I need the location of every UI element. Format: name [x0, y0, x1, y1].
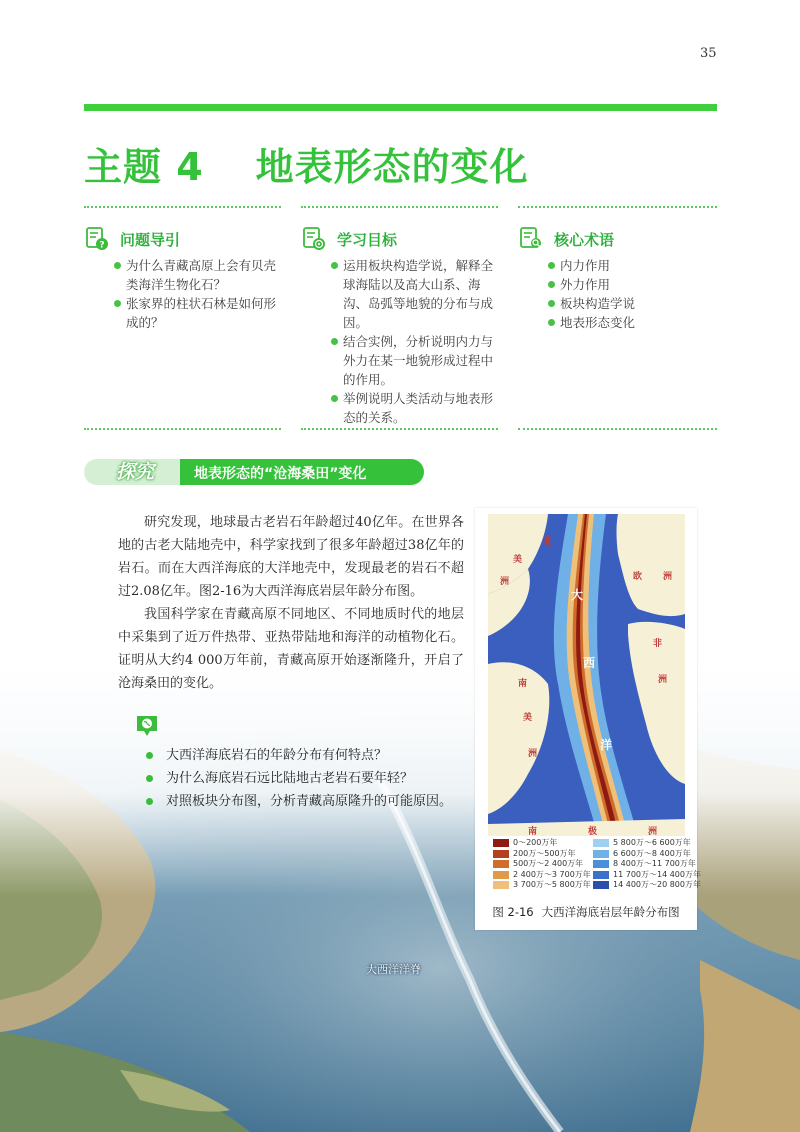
map-label: 洲: [528, 749, 538, 759]
list-item: 对照板块分布图，分析青藏高原隆升的可能原因。: [146, 790, 452, 813]
theme-title: 地表形态的变化: [255, 145, 529, 189]
list-item: 为什么青藏高原上会有贝壳类海洋生物化石？: [112, 256, 284, 294]
question-list: [112, 256, 284, 332]
legend-swatch: [593, 850, 609, 858]
column-core-terms: [518, 226, 718, 332]
divider: [518, 428, 717, 430]
legend-label: 3 700万～5 800万年: [513, 880, 591, 889]
figure-title: 大西洋海底岩层年龄分布图: [541, 905, 680, 919]
legend-swatch: [593, 839, 609, 847]
map-label: 洲: [658, 675, 668, 685]
column-learning-goals: [301, 226, 501, 427]
explore-label: 探究: [116, 461, 155, 483]
list-item: 举例说明人类活动与地表形态的关系。: [329, 389, 501, 427]
legend-label: 14 400万～20 800万年: [613, 880, 701, 889]
map-label: 大: [571, 588, 584, 602]
map-label: 南: [528, 827, 538, 837]
divider: [518, 206, 717, 208]
theme-number: 主题 4: [84, 145, 204, 189]
list-item: 内力作用: [546, 256, 718, 275]
legend-swatch: [593, 881, 609, 889]
legend-label: 11 700万～14 400万年: [613, 869, 701, 879]
map-label: 极: [588, 827, 598, 837]
svg-text:?: ?: [99, 240, 105, 251]
question-document-icon: [84, 226, 110, 252]
column-title: 核心术语: [554, 230, 615, 249]
list-item: 大西洋海底岩石的年龄分布有何特点？: [146, 744, 452, 767]
paragraph: 我国科学家在青藏高原不同地区、不同地质时代的地层中采集到了近万件热带、亚热带陆地和海洋的动植物化石。证明从大约4 000万年前，青藏高原开始逐渐隆升，开启了沧海桑田的变化。: [118, 607, 464, 691]
map-label: 美: [513, 555, 523, 565]
map-label: 美: [523, 713, 533, 723]
page-number: 35: [700, 46, 717, 61]
legend-label: 0～200万年: [513, 838, 558, 847]
legend-swatch: [593, 871, 609, 879]
explore-title: 地表形态的“沧海桑田”变化: [194, 466, 367, 482]
header-bar: [84, 104, 717, 111]
legend-swatch: [593, 860, 609, 868]
map-label: 非: [653, 639, 663, 649]
list-item: 张家界的柱状石林是如何形成的？: [112, 294, 284, 332]
map-label: 北: [543, 537, 553, 547]
map-label: 洲: [648, 827, 658, 837]
body-text: [118, 511, 464, 695]
map-label: 洋: [600, 738, 613, 752]
divider: [301, 206, 498, 208]
divider: [301, 428, 498, 430]
search-document-icon: [518, 226, 544, 252]
legend-label: 6 600万～8 400万年: [613, 848, 691, 858]
legend-label: 8 400万～11 700万年: [613, 859, 696, 868]
list-item: 地表形态变化: [546, 313, 718, 332]
map-label: 洲: [500, 577, 510, 587]
list-item: 板块构造学说: [546, 294, 718, 313]
divider: [84, 428, 281, 430]
map-label: 洲: [663, 572, 673, 582]
list-item: 结合实例，分析说明内力与外力在某一地貌形成过程中的作用。: [329, 332, 501, 389]
paragraph: 研究发现，地球最古老岩石年龄超过40亿年。在世界各地的古老大陆地壳中，科学家找到了很多年龄超过38亿年的岩石。而在大西洋海底的大洋地壳中，发现最老的岩石不超过2.08亿年。图2-16为大西洋海底岩层年龄分布图。: [118, 515, 464, 599]
legend-label: 5 800万～6 600万年: [613, 838, 691, 847]
goal-list: [329, 256, 501, 427]
legend-swatch: [493, 860, 509, 868]
legend-label: 2 400万～3 700万年: [513, 869, 591, 879]
map-label: 南: [518, 679, 528, 689]
list-item: 外力作用: [546, 275, 718, 294]
page-title: [84, 136, 529, 191]
question-list: [146, 744, 452, 813]
column-question-guide: [84, 226, 284, 332]
figure-caption: [475, 904, 697, 920]
map-labels: [488, 514, 685, 836]
divider: [84, 206, 281, 208]
figure-2-16: [475, 508, 701, 930]
column-title: 问题导引: [120, 230, 181, 249]
ridge-label: 大西洋洋脊: [366, 963, 421, 976]
map-label: 欧: [633, 572, 643, 582]
list-item: 为什么海底岩石远比陆地古老岩石要年轻？: [146, 767, 452, 790]
legend-swatch: [493, 881, 509, 889]
legend-swatch: [493, 850, 509, 858]
legend-swatch: [493, 871, 509, 879]
target-document-icon: [301, 226, 327, 252]
map-label: 西: [583, 656, 596, 670]
figure-number: 图 2-16: [492, 905, 534, 919]
legend-label: 200万～500万年: [513, 848, 576, 858]
globe-discussion-icon: [134, 713, 160, 739]
list-item: 运用板块构造学说，解释全球海陆以及高大山系、海沟、岛弧等地貌的分布与成因。: [329, 256, 501, 332]
legend-swatch: [493, 839, 509, 847]
column-title: 学习目标: [337, 230, 398, 249]
term-list: [546, 256, 718, 332]
explore-banner: [84, 456, 424, 488]
legend-label: 500万～2 400万年: [513, 859, 584, 868]
